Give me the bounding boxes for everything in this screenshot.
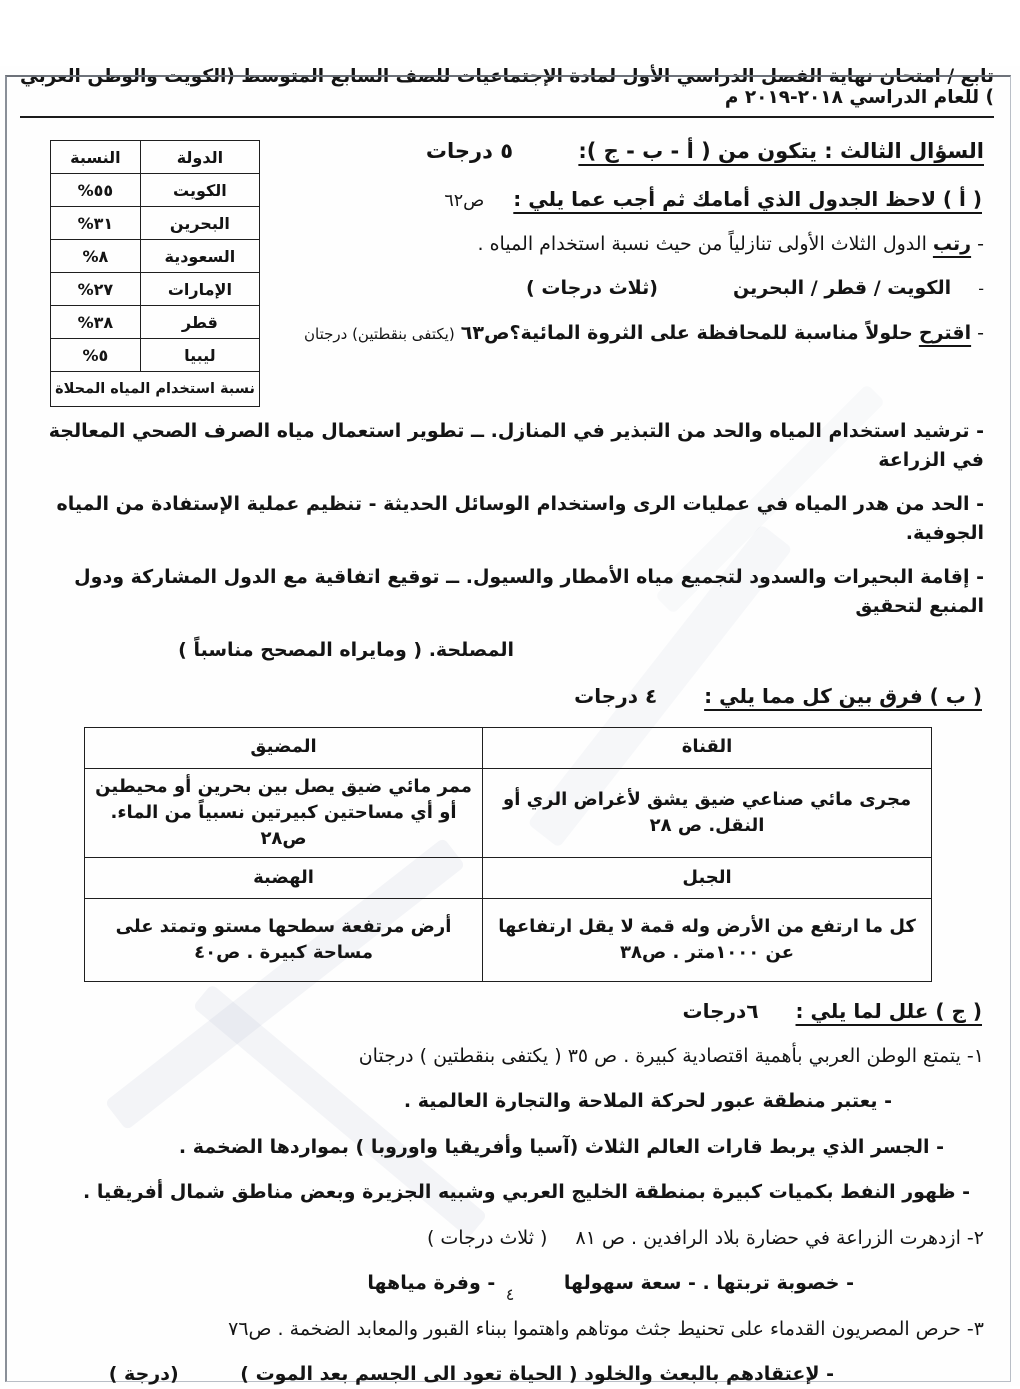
c-item2-answer: - سعة سهولها bbox=[563, 1272, 696, 1295]
part-c-heading: ( ج ) علل لما يلي : bbox=[795, 998, 982, 1023]
c-item1-answer: - ظهور النفط بكميات كبيرة بمنطقة الخليج العربي وشبيه الجزيرة وبعض مناطق شمال أفريقيا . bbox=[83, 1181, 970, 1204]
country-column-header: الدولة bbox=[140, 141, 259, 174]
percent-cell: ٨% bbox=[51, 240, 141, 273]
part-b-marks: ٤ درجات bbox=[574, 683, 658, 708]
country-cell: ليبيا bbox=[140, 339, 259, 372]
c-item2-answer: - خصوبة تربتها . bbox=[702, 1272, 854, 1295]
exam-page bbox=[0, 66, 1020, 1386]
c-item3-answer-line bbox=[36, 1360, 834, 1389]
table-header-row bbox=[51, 141, 260, 174]
mountain-definition: كل ما ارتفع من الأرض وله قمة لا يقل ارتفاعها عن ١٠٠٠متر . ص٣٨ bbox=[483, 898, 932, 981]
table-row bbox=[85, 768, 932, 857]
percent-cell: ٣٨% bbox=[51, 306, 141, 339]
dash: - bbox=[978, 279, 984, 299]
table-caption-row bbox=[51, 372, 260, 407]
table-row bbox=[85, 898, 932, 981]
solution-line: - إقامة البحيرات والسدود لتجميع مياه الأمطار والسيول. ــ توقيع اتفاقية مع الدول المشاركة ودول المنبع لتحقيق bbox=[74, 566, 984, 617]
question3-marks: ٥ درجات bbox=[425, 139, 514, 163]
exam-content bbox=[0, 118, 1020, 1389]
c-item2-stem-line bbox=[36, 1224, 984, 1253]
table-row bbox=[51, 240, 260, 273]
task2-note: (يكتفى بنقطتين) درجتان bbox=[304, 324, 455, 343]
canal-definition: مجرى مائي صناعي ضيق يشق لأغراض الري أو النقل. ص ٢٨ bbox=[483, 768, 932, 857]
c-item2-answer: - وفرة مياهها bbox=[367, 1272, 496, 1295]
solution-continuation-line: المصلحة. ( ومايراه المصحح مناسباً ) bbox=[178, 639, 514, 661]
dash: - bbox=[977, 232, 984, 255]
answer1-text: الكويت / قطر / البحرين bbox=[733, 277, 952, 300]
country-cell: السعودية bbox=[140, 240, 259, 273]
country-cell: قطر bbox=[140, 306, 259, 339]
strait-header: المضيق bbox=[85, 727, 483, 768]
part-a-solutions bbox=[36, 411, 984, 665]
part-a-page-ref: ص٦٢ bbox=[444, 190, 485, 211]
table-row bbox=[51, 273, 260, 306]
part-a-heading: ( أ ) لاحظ الجدول الذي أمامك ثم أجب عما يلي : bbox=[513, 186, 982, 211]
solution-line: - الحد من هدر المياه في عمليات الرى واستخدام الوسائل الحديثة - تنظيم عملية الإستفادة من المياه الجوفية. bbox=[56, 493, 984, 544]
solution-line: - ترشيد استخدام المياه والحد من التبذير في المنازل. ــ تطوير استعمال مياه الصرف الصحي المعالجة في الزراعة bbox=[48, 420, 984, 471]
task1-verb: رتب bbox=[932, 232, 972, 255]
water-usage-table bbox=[50, 140, 260, 407]
c-item2-marks: ( ثلاث درجات ) bbox=[426, 1226, 548, 1249]
table-row bbox=[51, 339, 260, 372]
mountain-header: الجبل bbox=[483, 857, 932, 898]
c-item1-stem: ١- يتمتع الوطن العربي بأهمية اقتصادية كبيرة . ص ٣٥ ( يكتفى بنقطتين ) درجتان bbox=[358, 1044, 984, 1067]
exam-header: تابع / امتحان نهاية الفصل الدراسي الأول لمادة الإجتماعيات للصف السابع المتوسط (الكويت والوطن العربي ) للعام الدراسي ٢٠١٨-٢٠١٩ م bbox=[20, 66, 994, 118]
strait-definition: ممر مائي ضيق يصل بين بحرين أو محيطين أو أي مساحتين كبيرتين نسبياً من الماء. ص٢٨ bbox=[85, 768, 483, 857]
table-header-row bbox=[85, 857, 932, 898]
table-row bbox=[51, 207, 260, 240]
task2-text: حلولاً مناسبة للمحافظة على الثروة المائية؟ص٦٣ bbox=[460, 321, 913, 344]
percent-column-header: النسبة bbox=[51, 141, 141, 174]
country-cell: البحرين bbox=[140, 207, 259, 240]
country-cell: الإمارات bbox=[140, 273, 259, 306]
canal-header: القناة bbox=[483, 727, 932, 768]
part-c-marks: ٦درجات bbox=[682, 998, 759, 1023]
c-item3-answer: - لإعتقادهم بالبعث والخلود ( الحياة تعود الى الجسم بعد الموت ) bbox=[240, 1363, 834, 1386]
c-item1-answer: - الجسر الذي يربط قارات العالم الثلاث (آسيا وأفريقيا واوروبا ) بمواردها الضخمة . bbox=[178, 1135, 944, 1158]
percent-cell: ٥% bbox=[51, 339, 141, 372]
definitions-table bbox=[84, 727, 932, 982]
table-row bbox=[51, 174, 260, 207]
table-header-row bbox=[85, 727, 932, 768]
question3-title: السؤال الثالث : يتكون من ( أ - ب - ج ): bbox=[578, 139, 984, 163]
percent-cell: ٣١% bbox=[51, 207, 141, 240]
table-caption: نسبة استخدام المياه المحلاة bbox=[51, 372, 260, 407]
percent-cell: ٢٧% bbox=[51, 273, 141, 306]
table-row bbox=[51, 306, 260, 339]
country-cell: الكويت bbox=[140, 174, 259, 207]
c-item3-marks: (درجة ) bbox=[108, 1363, 179, 1386]
page-number: ٤ bbox=[505, 1285, 515, 1304]
task2-verb: اقترح bbox=[918, 321, 972, 344]
plateau-definition: أرض مرتفعة سطحها مستو وتمتد على مساحة كبيرة . ص٤٠ bbox=[85, 898, 483, 981]
c-item2-stem: ٢- ازدهرت الزراعة في حضارة بلاد الرافدين . ص ٨١ bbox=[575, 1226, 984, 1249]
part-b-heading-line bbox=[36, 681, 982, 711]
percent-cell: ٥٥% bbox=[51, 174, 141, 207]
c-item1-answer: - يعتبر منطقة عبور لحركة الملاحة والتجارة العالمية . bbox=[403, 1090, 892, 1113]
dash: - bbox=[977, 321, 984, 344]
part-c-heading-line bbox=[36, 996, 982, 1026]
part-b-heading: ( ب ) فرق بين كل مما يلي : bbox=[704, 683, 982, 708]
task1-text: الدول الثلاث الأولى تنازلياً من حيث نسبة استخدام المياه . bbox=[477, 232, 927, 255]
c-item3-stem: ٣- حرص المصريون القدماء على تحنيط جثث موتاهم واهتموا ببناء القبور والمعابد الضخمة . ص٧٦ bbox=[228, 1317, 984, 1340]
plateau-header: الهضبة bbox=[85, 857, 483, 898]
answer1-marks: (ثلاث درجات ) bbox=[526, 277, 658, 300]
